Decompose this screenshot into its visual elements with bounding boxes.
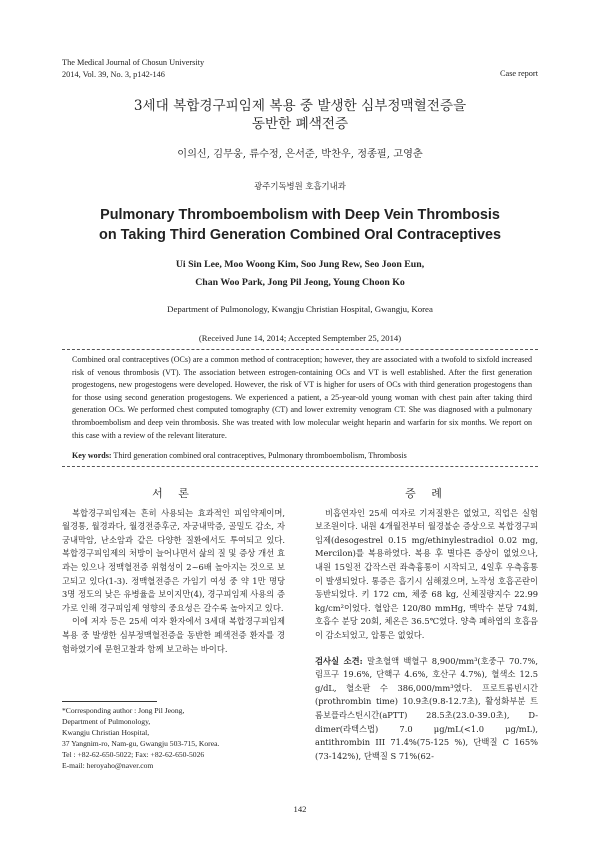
footnote-line: Tel : +82-62-650-5022; Fax: +82-62-650-5026 xyxy=(62,750,205,759)
footnote-line: *Corresponding author : Jong Pil Jeong, xyxy=(62,706,185,715)
abstract-top-divider xyxy=(62,349,538,350)
footnote-rule xyxy=(62,701,157,702)
case-section xyxy=(315,487,538,763)
labs-label: 검사실 소견: xyxy=(315,655,363,666)
footnote-email: E-mail: heroyaho@naver.com xyxy=(62,761,154,770)
korean-authors: 이의신, 김무웅, 류수정, 은서준, 박찬우, 정종필, 고영춘 xyxy=(177,149,423,160)
korean-affiliation: 광주기독병원 호흡기내과 xyxy=(254,181,346,191)
introduction-heading: 서 론 xyxy=(152,487,195,500)
abstract: Combined oral contraceptives (OCs) are a common method of contraception; however, they are associated with a twofold to sixfold increased risk of venous thrombosis (VT). The association between estrogen-containing OCs and VT is well established. After the first generation progestogens, new progestogens were developed. However, the risk of VT is higher for users of OCs with third generation progestogens than for those using second generation progestogens. We experienced a patient, a 25-year-old young woman with chest pain after taking third generation OCs. We performed chest computed tomography (CT) and lower extremity venogram CT. She was diagnosed with a pulmonary thromboembolism and deep vein thrombosis. She was treated with low molecular weight heparin and warfarin for six months. We report on this case with a review of the relevant literature. xyxy=(72,355,532,440)
received-dates: (Received June 14, 2014; Accepted Semptember 25, 2014) xyxy=(198,333,402,343)
journal-volume: 2014, Vol. 39, No. 3, p142-146 xyxy=(62,69,165,79)
english-title-line1: Pulmonary Thromboembolism with Deep Vein Thrombosis xyxy=(100,207,500,223)
page-number: 142 xyxy=(293,804,307,814)
english-authors-line1: Ui Sin Lee, Moo Woong Kim, Soo Jung Rew, Seo Joon Eun, xyxy=(175,259,425,270)
english-affiliation: Department of Pulmonology, Kwangju Christian Hospital, Gwangju, Korea xyxy=(167,304,433,314)
keywords xyxy=(72,450,532,463)
case-paragraph-1: 비흡연자인 25세 여자로 기저질환은 없었고, 직업은 실험보조원이다. 내원 4개월전부터 월경불순 증상으로 복합경구피임제(desogestrel 0.15 mg/ethinylestradiol 0.02 mg, Mercilon)를 복용하였다. 복용 후 별다른 증상이 없었으나, 내원 15일전 갑작스런 좌측흉통이 시작되고, 4일후 우측흉통이 발생되었다. 통증은 흡기시 심해졌으며, 노작성 호흡곤란이 동반되었다. 키 172 cm, 체중 68 kg, 신체질량지수 22.99 kg/cm²이었다. 혈압은 120/80 mmHg, 맥박수 분당 74회, 호흡수 분당 20회, 체온은 36.5℃였다. 양측 폐하엽의 호흡음이 감소되었고, 압통은 없었다. xyxy=(315,507,538,640)
introduction-section xyxy=(62,487,285,656)
korean-title xyxy=(0,97,600,133)
english-authors xyxy=(0,256,600,292)
article-type: Case report xyxy=(499,69,538,78)
footnote-line: 37 Yangnim-ro, Nam-gu, Gwangju 503-715, Korea. xyxy=(62,739,220,748)
english-authors-line2: Chan Woo Park, Jong Pil Jeong, Young Choon Ko xyxy=(195,277,405,288)
introduction-paragraph-1: 복합경구피임제는 흔히 사용되는 효과적인 피임약제이며, 월경통, 월경과다, 월경전증후군, 자궁내막증, 골밀도 감소, 자궁내막암, 난소암과 같은 다양한 질환에서도 투여되고 있다. 복합경구피임제의 처방이 늘어나면서 삶의 질 및 증상 개선 효과는 있으나 정맥혈전증 위험성이 2~6배 높아지는 것으로 보고되고 있다(1-3). 정맥혈전증은 가임기 여성 중 약 1만 명당 3명 정도의 낮은 유병율을 보이지만(4), 경구피임제 사용의 증가로 인해 경구피임제 영향의 중요성은 갈수록 높아지고 있다. xyxy=(62,507,285,613)
case-heading: 증 례 xyxy=(405,487,448,500)
case-labs-paragraph xyxy=(315,655,538,764)
abstract-bottom-divider xyxy=(62,466,538,467)
introduction-paragraph-2: 이에 저자 등은 25세 여자 환자에서 3세대 복합경구피임제 복용 중 발생한 심부정맥혈전증을 동반한 폐색전증 환자를 경험하였기에 문헌고찰과 함께 보고하는 바이다. xyxy=(62,616,285,654)
journal-name: The Medical Journal of Chosun University xyxy=(62,58,205,67)
korean-title-line2: 동반한 폐색전증 xyxy=(251,116,349,132)
labs-text: 말초혈액 백혈구 8,900/mm³(호중구 70.7%, 림프구 19.6%, 단핵구 4.6%, 호산구 4.7%), 혈색소 12.5 g/dL, 혈소판 수 386,000/mm³였다. 프로트롬빈시간(prothrombin time) 10.9초(9.8-12.7초), 활성화부분 트롬보플라스틴시간(aPTT) 28.5초(23.0-39.0초), D-dimer(라텍스법) 7.0 μg/mL(<1.0 μg/mL), antithrombin III 71.4%(75-125 %), 단백질 C 165%(73-142%), 단백질 S 71%(62- xyxy=(315,655,538,761)
footnote-line: Kwangju Christian Hospital, xyxy=(62,728,150,737)
corresponding-author-footnote xyxy=(62,705,292,771)
keywords-label: Key words: xyxy=(72,451,112,460)
korean-title-line1: 3세대 복합경구피임제 복용 중 발생한 심부정맥혈전증을 xyxy=(133,98,467,114)
journal-citation xyxy=(62,57,204,80)
footnote-line: Department of Pulmonology, xyxy=(62,717,151,726)
english-title-line2: on Taking Third Generation Combined Oral Contraceptives xyxy=(99,227,501,243)
keywords-text: Third generation combined oral contraceptives, Pulmonary thromboembolism, Thrombosis xyxy=(111,451,407,460)
english-title xyxy=(0,205,600,245)
